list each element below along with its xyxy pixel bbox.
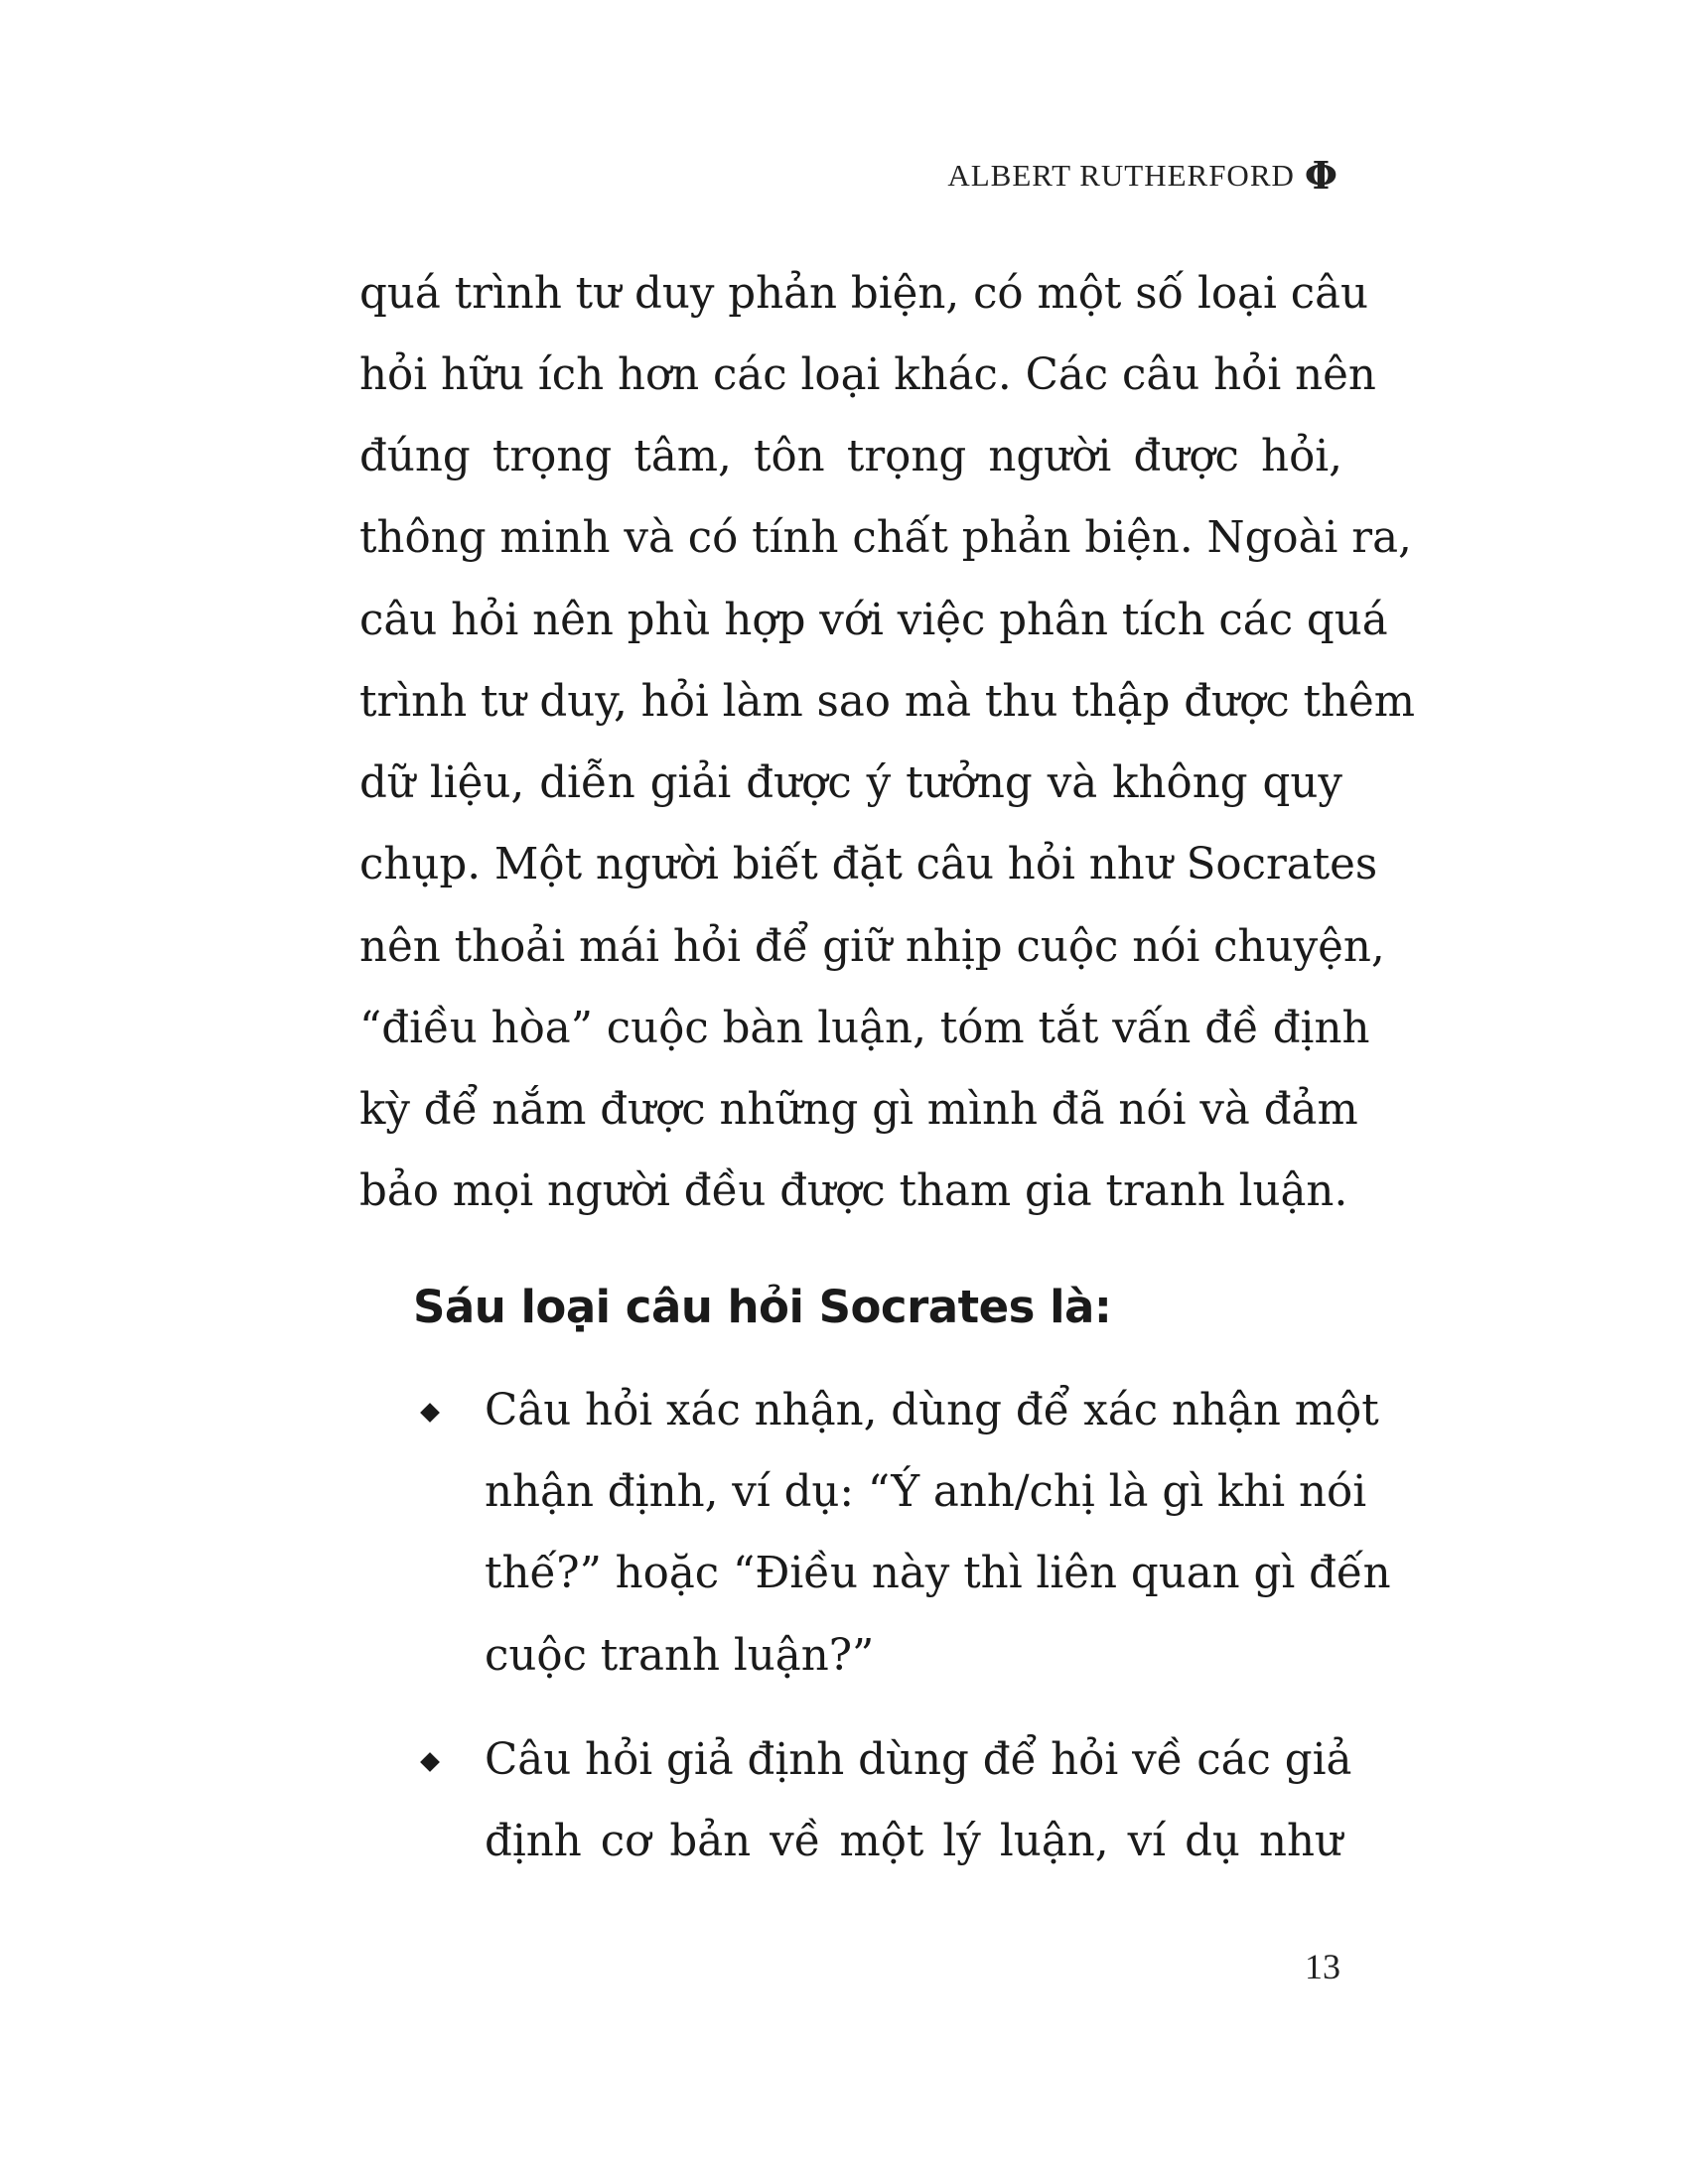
paragraph-line: “điều hòa” cuộc bàn luận, tóm tắt vấn đề định <box>359 1004 1370 1053</box>
paragraph-line: dữ liệu, diễn giải được ý tưởng và không quy <box>359 758 1342 808</box>
paragraph-line: hỏi hữu ích hơn các loại khác. Các câu hỏi nên <box>359 350 1376 400</box>
bullet-line: Câu hỏi xác nhận, dùng để xác nhận một <box>485 1386 1379 1435</box>
bullet-line: nhận định, ví dụ: “Ý anh/chị là gì khi nói <box>485 1467 1367 1517</box>
paragraph-line: quá trình tư duy phản biện, có một số loại câu <box>359 269 1369 319</box>
bullet-line: cuộc tranh luận?” <box>485 1631 875 1681</box>
paragraph-line: câu hỏi nên phù hợp với việc phân tích các quá <box>359 596 1388 645</box>
diamond-bullet-icon <box>420 1752 440 1772</box>
paragraph-line: chụp. Một người biết đặt câu hỏi như Socrates <box>359 840 1378 889</box>
page-number: 13 <box>1305 1947 1340 1986</box>
bullet-line: định cơ bản về một lý luận, ví dụ như <box>485 1817 1342 1866</box>
paragraph-line: bảo mọi người đều được tham gia tranh luận. <box>359 1166 1348 1216</box>
paragraph-line: nên thoải mái hỏi để giữ nhịp cuộc nói chuyện, <box>359 922 1385 972</box>
paragraph-line: thông minh và có tính chất phản biện. Ngoài ra, <box>359 513 1412 563</box>
publisher-logo-icon: Φ <box>1304 153 1338 198</box>
running-title: ALBERT RUTHERFORD <box>947 158 1295 193</box>
paragraph-line: đúng trọng tâm, tôn trọng người được hỏi, <box>359 432 1342 481</box>
section-heading: Sáu loại câu hỏi Socrates là: <box>413 1281 1112 1333</box>
running-head <box>947 153 1338 198</box>
diamond-bullet-icon <box>420 1403 440 1423</box>
bullet-line: Câu hỏi giả định dùng để hỏi về các giả <box>485 1735 1352 1785</box>
paragraph-line: kỳ để nắm được những gì mình đã nói và đảm <box>359 1085 1358 1135</box>
bullet-line: thế?” hoặc “Điều này thì liên quan gì đến <box>485 1549 1391 1598</box>
paragraph-line: trình tư duy, hỏi làm sao mà thu thập được thêm <box>359 677 1416 727</box>
